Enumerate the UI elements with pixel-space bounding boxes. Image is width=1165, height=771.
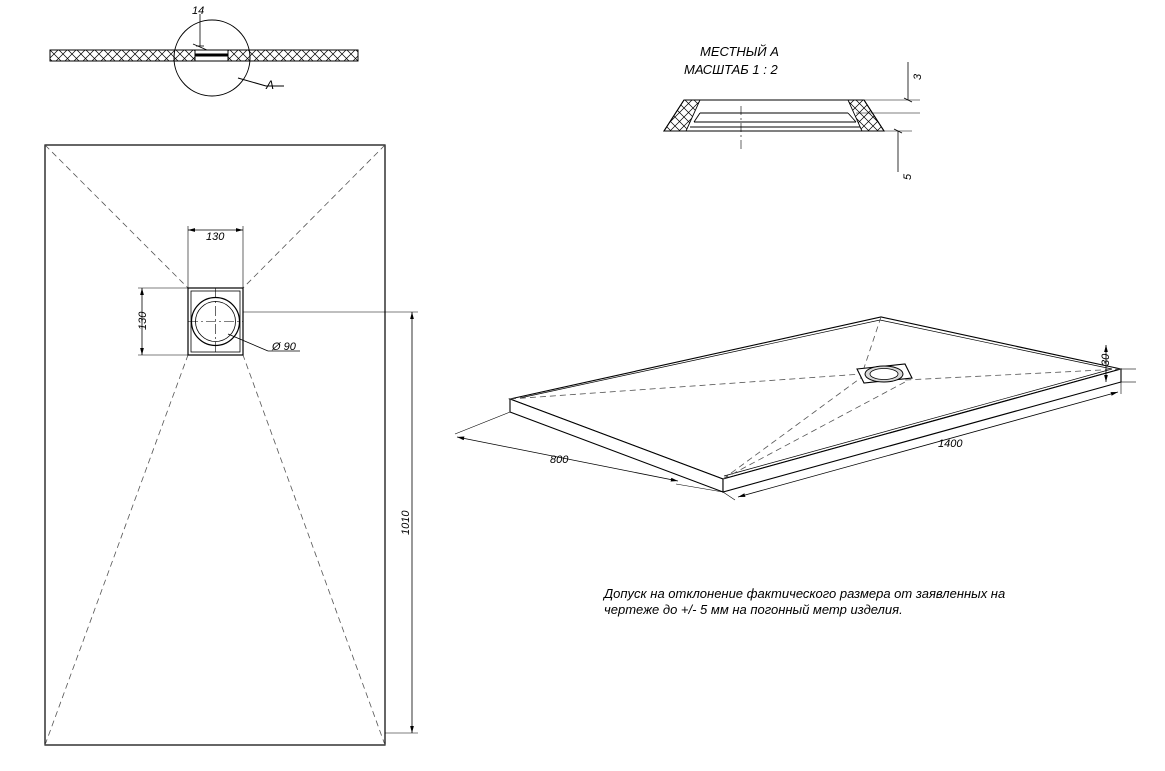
dim-label-130-horizontal: 130 xyxy=(206,231,225,243)
dim-label-5: 5 xyxy=(902,173,914,180)
dim-label-diameter-90: Ø 90 xyxy=(272,341,296,353)
dim-label-130-vertical: 130 xyxy=(137,311,149,330)
top-left-section xyxy=(50,14,358,96)
dim-label-1400: 1400 xyxy=(938,438,963,450)
tolerance-note-line2: чертеже до +/- 5 мм на погонный метр изделия. xyxy=(604,602,903,617)
local-view-a xyxy=(664,62,920,172)
dim-label-14: 14 xyxy=(192,5,205,17)
dim-label-3: 3 xyxy=(912,73,924,80)
local-view-title: МЕСТНЫЙ А xyxy=(700,44,779,59)
detail-mark-a: А xyxy=(266,78,275,92)
isometric-view xyxy=(455,317,1136,500)
plan-view xyxy=(45,145,418,745)
tolerance-note-line1: Допуск на отклонение фактического размера от заявленных на xyxy=(604,586,1006,601)
dim-label-1010: 1010 xyxy=(400,510,412,535)
dim-label-800: 800 xyxy=(550,454,569,466)
dim-label-30: 30 xyxy=(1100,353,1112,366)
local-view-scale: МАСШТАБ 1 : 2 xyxy=(684,62,778,77)
